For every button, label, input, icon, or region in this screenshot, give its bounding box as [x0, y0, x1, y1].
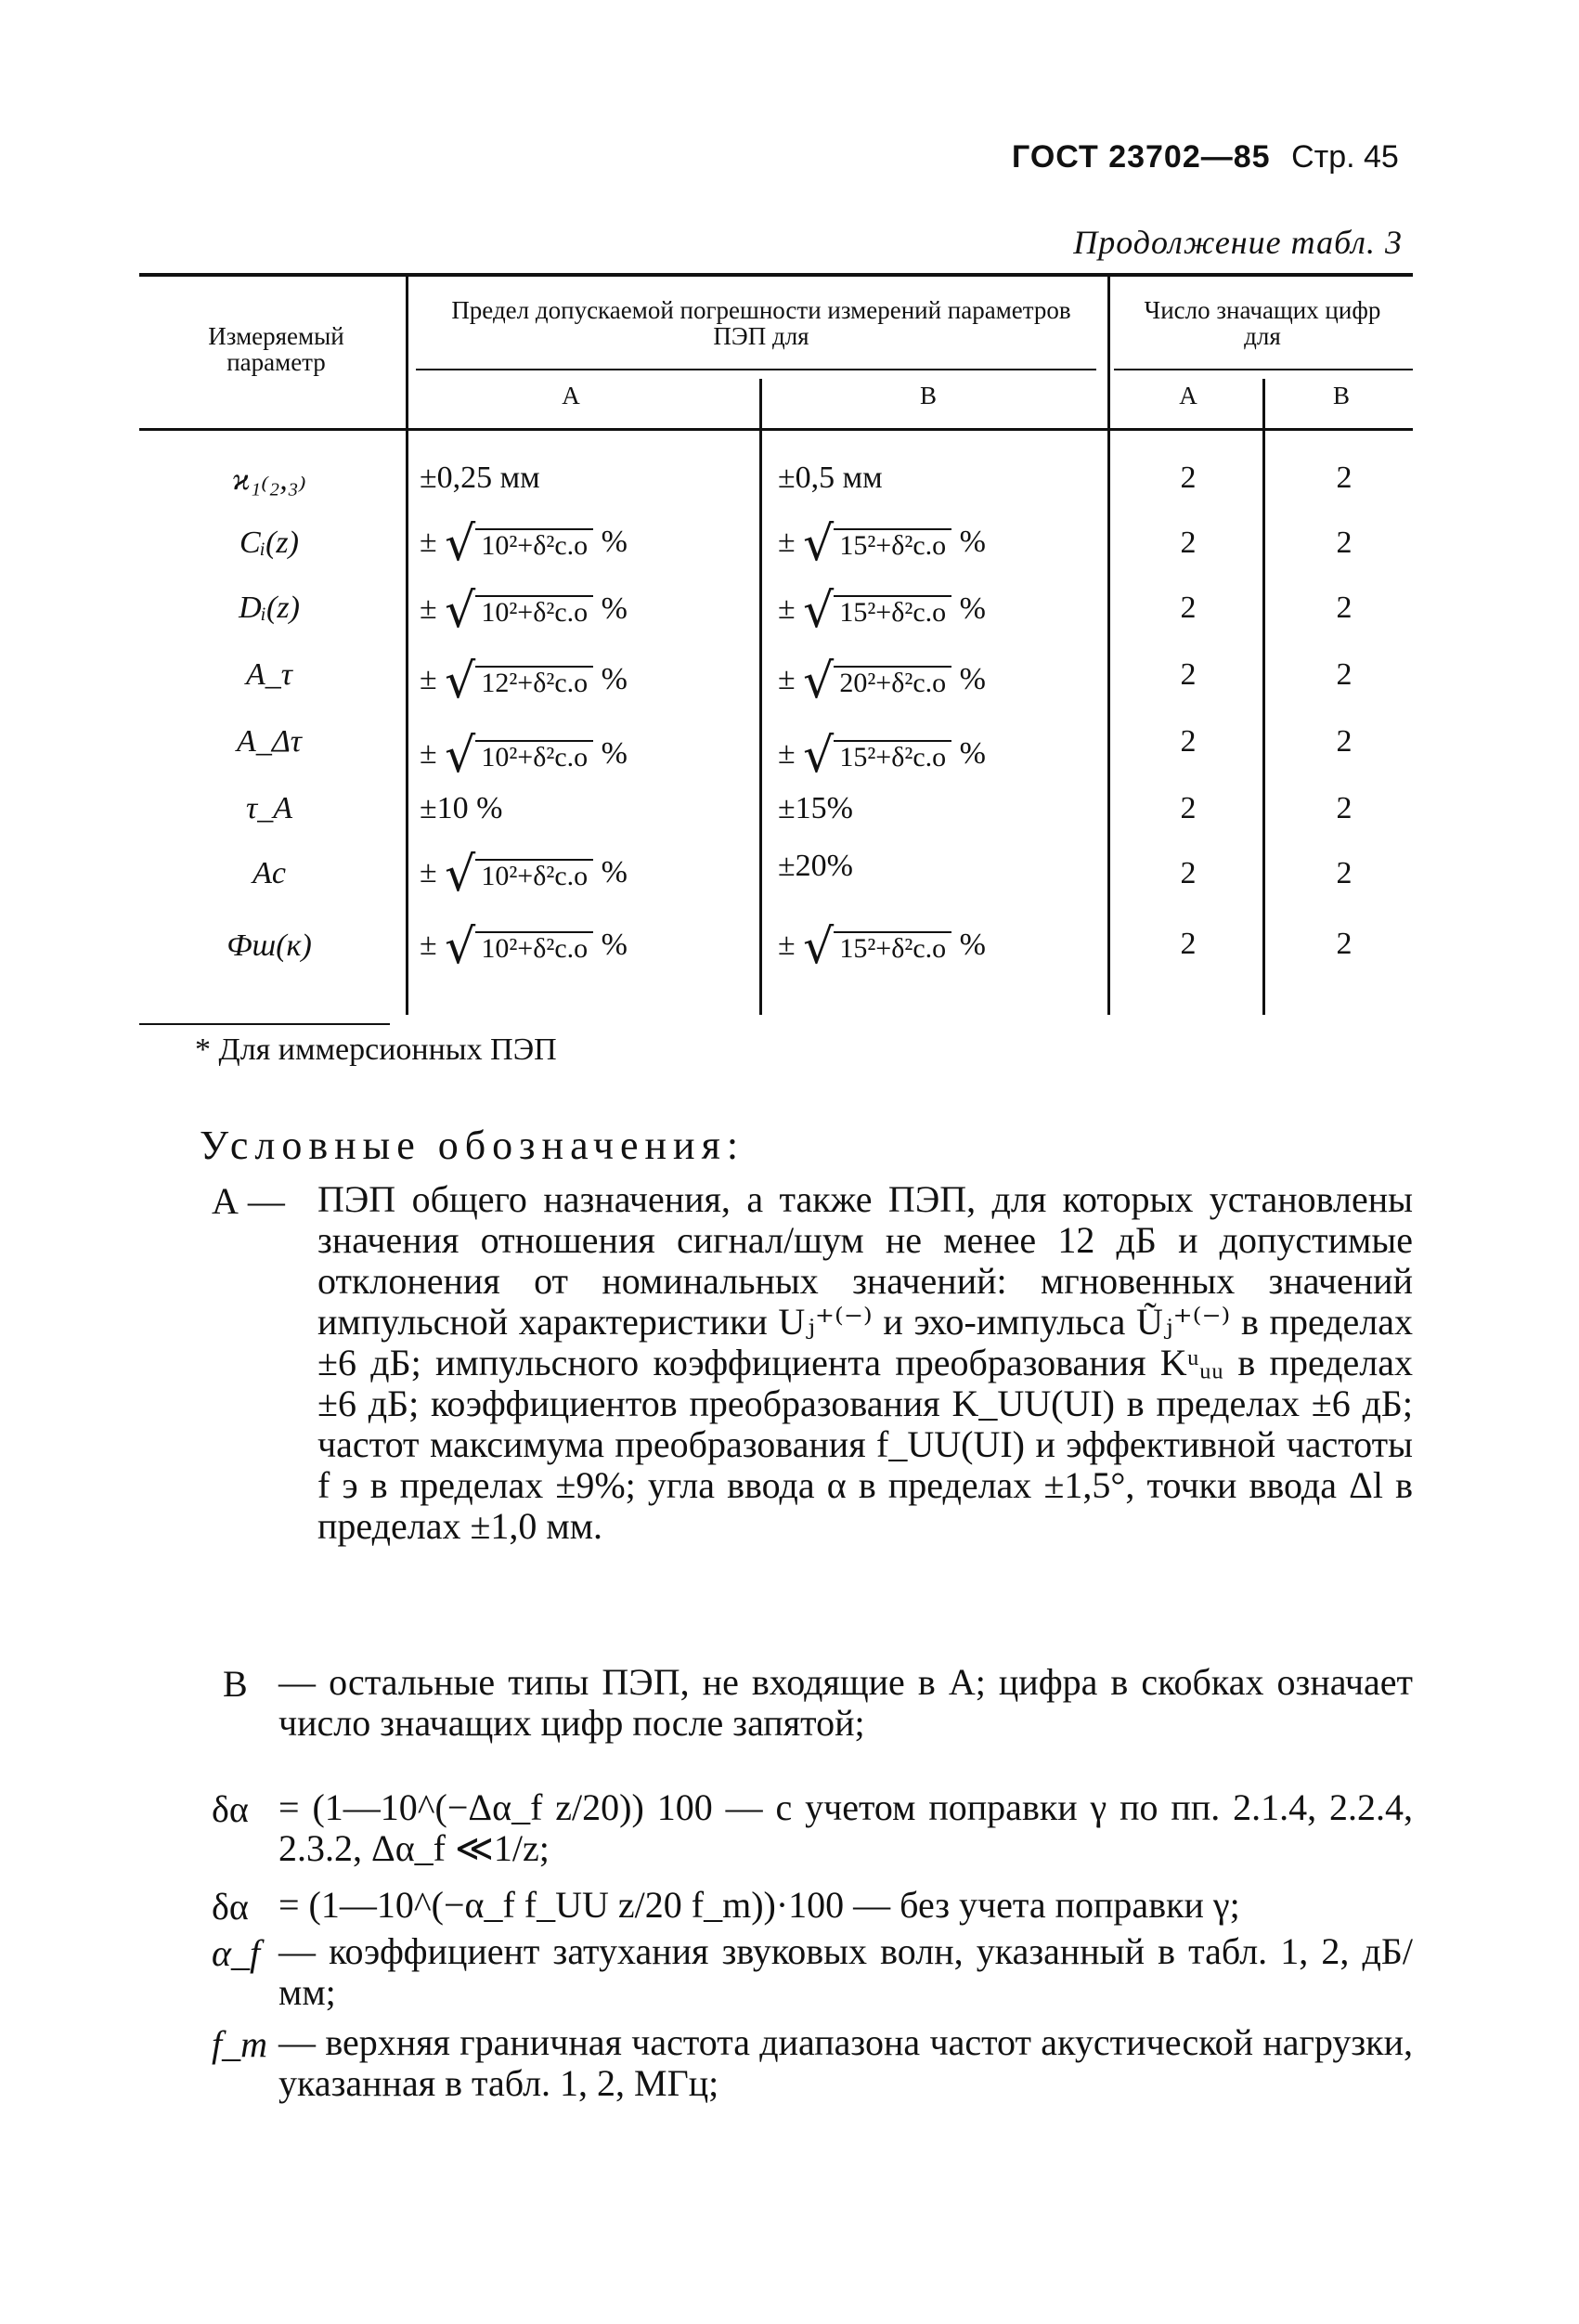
row-b-formula: ± √ 15²+δ²с.о %: [778, 516, 986, 572]
subheader-digits-a: А: [1179, 382, 1197, 409]
row-digits-a: 2: [1180, 927, 1197, 961]
legend-delta2-text: = (1—10^(−α_f f_UU z/20 f_m))·100 — без учета поправки γ;: [278, 1884, 1240, 1926]
legend-alpha-text: — коэффициент затухания звуковых волн, указанный в табл. 1, 2, дБ/мм;: [278, 1930, 1413, 2013]
sqrt-symbol: √ 12²+δ²с.о: [445, 654, 593, 709]
row-param: Фш(к): [226, 928, 312, 963]
legend-b-label: В: [223, 1663, 248, 1705]
subheader-digits-b: В: [1332, 382, 1350, 409]
legend-a-label: А —: [212, 1180, 285, 1222]
subheader-b: В: [919, 382, 937, 409]
legend-delta1-label: δα: [212, 1788, 249, 1830]
subheader-rule-a: [416, 369, 1096, 370]
legend-delta2-label: δα: [212, 1886, 249, 1928]
row-digits-a: 2: [1180, 461, 1197, 495]
legend-delta1-text: = (1—10^(−Δα_f z/20)) 100 — с учетом поправки γ по пп. 2.1.4, 2.2.4, 2.3.2, Δα_f ≪1/z;: [278, 1786, 1413, 1869]
table-header-rule: [139, 428, 1413, 431]
legend-b-text: — остальные типы ПЭП, не входящие в А; цифра в скобках означает число значащих цифр после запятой;: [278, 1661, 1413, 1744]
row-a-formula: ± √ 10²+δ²с.о %: [420, 728, 628, 784]
table-vline-3: [1107, 277, 1110, 1015]
header-limit: Предел допускаемой погрешности измерений параметров ПЭП для: [451, 296, 1071, 350]
sqrt-symbol: √ 15²+δ²с.о: [803, 516, 951, 572]
footnote: * Для иммерсионных ПЭП: [195, 1032, 557, 1067]
row-b-formula: ± √ 15²+δ²с.о %: [778, 919, 986, 975]
table-continuation: Продолжение табл. 3: [1073, 224, 1403, 261]
row-digits-a: 2: [1180, 724, 1197, 759]
row-digits-b: 2: [1336, 791, 1353, 825]
row-a-formula: ± √ 10²+δ²с.о %: [420, 847, 628, 902]
header-param: Измеряемый параметр: [208, 322, 344, 376]
row-digits-a: 2: [1180, 526, 1197, 560]
sqrt-symbol: √ 15²+δ²с.о: [803, 919, 951, 975]
legend-fm-text: — верхняя граничная частота диапазона частот акустической нагрузки, указанная в табл. 1, 2, МГц;: [278, 2021, 1413, 2104]
table-vline-1: [406, 277, 408, 1015]
sqrt-symbol: √ 10²+δ²с.о: [445, 919, 593, 975]
table-vline-4: [1262, 379, 1265, 1015]
row-digits-a: 2: [1180, 657, 1197, 692]
row-b-formula: ± √ 15²+δ²с.о %: [778, 583, 986, 639]
legend-alpha-label: α_f: [212, 1932, 261, 1974]
sqrt-symbol: √ 10²+δ²с.о: [445, 847, 593, 902]
row-a-formula: ± √ 10²+δ²с.о %: [420, 583, 628, 639]
row-b-formula: ± √ 15²+δ²с.о %: [778, 728, 986, 784]
row-b-value: ±15%: [778, 791, 853, 825]
row-param: Aс: [252, 856, 286, 890]
row-digits-a: 2: [1180, 591, 1197, 625]
page-header: [1012, 139, 1399, 175]
row-digits-a: 2: [1180, 791, 1197, 825]
row-param: Dᵢ(z): [239, 591, 300, 625]
row-digits-b: 2: [1336, 927, 1353, 961]
row-digits-b: 2: [1336, 526, 1353, 560]
legend-title: Условные обозначения:: [200, 1123, 745, 1168]
row-a-value: ±10 %: [420, 791, 503, 825]
sqrt-symbol: √ 20²+δ²с.о: [803, 654, 951, 709]
row-param: Cᵢ(z): [239, 526, 299, 560]
row-digits-b: 2: [1336, 657, 1353, 692]
table-top-rule: [139, 273, 1413, 277]
row-param: A_Δτ: [237, 724, 302, 759]
row-digits-b: 2: [1336, 724, 1353, 759]
sqrt-symbol: √ 10²+δ²с.о: [445, 728, 593, 784]
sqrt-symbol: √ 15²+δ²с.о: [803, 583, 951, 639]
subheader-rule-b: [1114, 369, 1413, 370]
row-digits-b: 2: [1336, 591, 1353, 625]
row-digits-b: 2: [1336, 856, 1353, 890]
row-b-value: ±20%: [778, 849, 853, 883]
sqrt-symbol: √ 15²+δ²с.о: [803, 728, 951, 784]
row-a-value: ±0,25 мм: [420, 461, 540, 495]
row-a-formula: ± √ 10²+δ²с.о %: [420, 516, 628, 572]
row-b-value: ±0,5 мм: [778, 461, 883, 495]
sqrt-symbol: √ 10²+δ²с.о: [445, 583, 593, 639]
table-vline-2: [759, 379, 762, 1015]
row-a-formula: ± √ 10²+δ²с.о %: [420, 919, 628, 975]
row-digits-a: 2: [1180, 856, 1197, 890]
legend-a-text: ПЭП общего назначения, а также ПЭП, для которых установлены значения отношения сигнал/шум не менее 12 дБ и допустимые отклонения от номинальных значений: мгновенных значений импульсной характеристики Uⱼ⁺⁽⁻⁾ и эхо-импульса Ũⱼ⁺⁽⁻⁾ в пределах ±6 дБ; импульсного коэффициента преобразования Kᵘᵤᵤ в пределах ±6 дБ; коэффициентов преобразования K_UU(UI) в пределах ±6 дБ; частот максимума преобразования f_UU(UI) и эффективной частоты f э в пределах ±9%; угла ввода α в пределах ±1,5°, точки ввода Δl в пределах ±1,0 мм.: [317, 1178, 1413, 1547]
standard-code: ГОСТ 23702—85: [1012, 139, 1271, 175]
row-param: ϰ₁₍₂,₃₎: [232, 462, 306, 497]
row-param: τ_A: [246, 791, 292, 825]
header-digits: Число значащих цифр для: [1144, 296, 1381, 350]
sqrt-symbol: √ 10²+δ²с.о: [445, 516, 593, 572]
row-b-formula: ± √ 20²+δ²с.о %: [778, 654, 986, 709]
row-digits-b: 2: [1336, 461, 1353, 495]
legend-fm-label: f_m: [212, 2023, 267, 2065]
row-param: A_τ: [246, 657, 292, 692]
page-number: Стр. 45: [1291, 139, 1399, 175]
footnote-rule: [139, 1023, 390, 1025]
row-a-formula: ± √ 12²+δ²с.о %: [420, 654, 628, 709]
subheader-a: А: [562, 382, 580, 409]
